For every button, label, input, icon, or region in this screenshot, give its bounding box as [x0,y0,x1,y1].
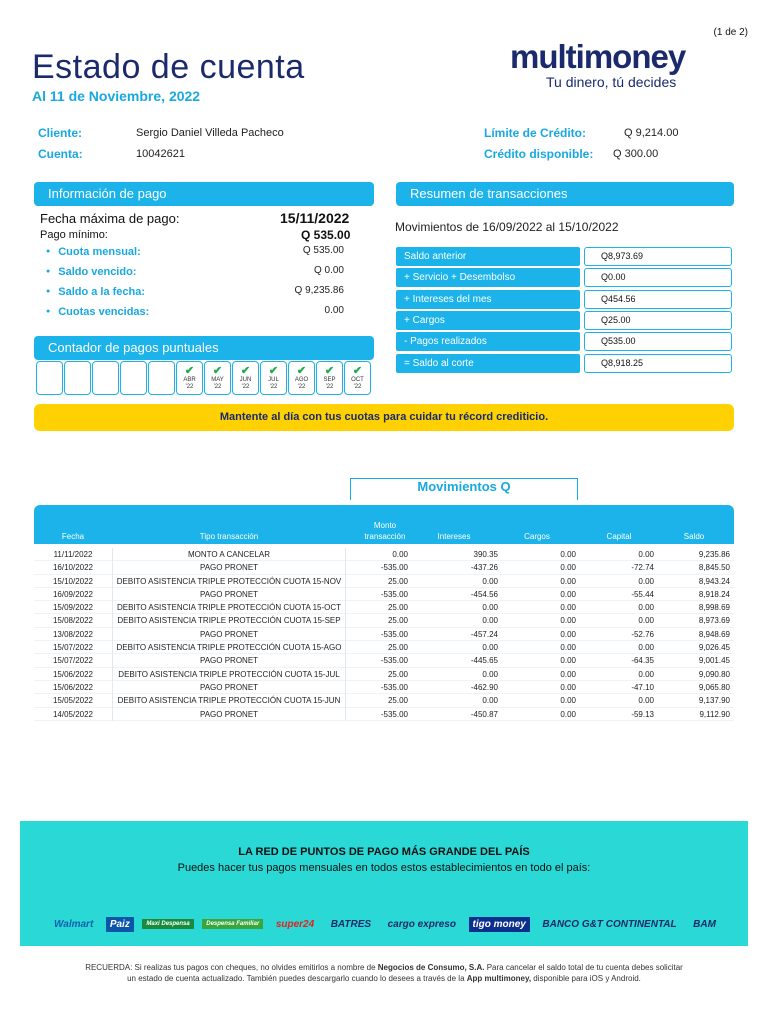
payment-item-value: Q 535.00 [302,245,344,256]
cuenta-value: 10042621 [136,148,185,160]
row-amount: 25.00 [387,576,408,586]
row-amount: 0.00 [560,589,576,599]
row-amount: 0.00 [560,616,576,626]
table-row [34,681,734,694]
counter-month-year: '22 [185,384,194,390]
row-amount: -535.00 [380,589,408,599]
counter-month-label: JUN [239,377,252,383]
row-amount: 9,235.86 [698,550,730,559]
row-amount: 0.00 [560,696,576,706]
summary-row-value: Q25.00 [584,311,732,330]
row-amount: 25.00 [387,603,408,613]
counter-month-label: SEP [323,377,336,383]
payment-item-value: 0.00 [324,305,344,316]
row-amount: 0.00 [482,643,498,653]
brand-logo: Maxi Despensa [142,919,193,929]
row-amount: 8,948.69 [698,629,730,639]
table-row [34,708,734,721]
row-date: 15/05/2022 [52,696,94,706]
row-amount: 8,998.69 [698,603,730,613]
row-amount: 0.00 [638,603,654,613]
row-type: PAGO PRONET [112,708,346,721]
note-bold-company: Negocios de Consumo, S.A. [377,963,485,972]
counter-month-year: '22 [297,384,306,390]
footer-note [80,962,688,984]
row-amount: 25.00 [387,669,408,679]
movements-title: Movimientos Q [350,478,578,500]
summary-row-value: Q454.56 [584,290,732,309]
row-amount: 0.00 [482,603,498,613]
payment-item-value: Q 9,235.86 [294,285,344,296]
row-amount: 0.00 [392,550,408,559]
row-date: 13/08/2022 [52,629,94,639]
row-amount: 8,918.24 [698,589,730,599]
footer-title: LA RED DE PUNTOS DE PAGO MÁS GRANDE DEL PAÍS [238,846,530,858]
row-type: PAGO PRONET [112,628,346,641]
counter-empty-slot [92,361,119,395]
counter-month-label: MAY [211,377,224,383]
movements-table [34,548,734,721]
row-amount: 0.00 [560,576,576,586]
limite-value: Q 9,214.00 [624,127,679,139]
counter-empty-slot [36,361,63,395]
disponible-label: Crédito disponible: [484,147,594,161]
row-type: DEBITO ASISTENCIA TRIPLE PROTECCIÓN CUOTA 15-NOV [112,575,346,588]
row-amount: 9,065.80 [698,682,730,692]
row-type: DEBITO ASISTENCIA TRIPLE PROTECCIÓN CUOTA 15-SEP [112,614,346,627]
counter-month-year: '22 [325,384,334,390]
note-text-1: RECUERDA: Si realizas tus pagos con cheques, no olvides emitirlos a nombre de [85,963,378,972]
table-row [34,641,734,654]
row-date: 15/07/2022 [52,656,94,666]
summary-row-label: Saldo anterior [396,247,580,266]
row-amount: 390.35 [473,550,498,559]
brand-logo: BANCO G&T CONTINENTAL [542,918,677,930]
summary-period: Movimientos de 16/09/2022 al 15/10/2022 [395,220,619,234]
row-amount: -535.00 [380,629,408,639]
counter-month-year: '22 [353,384,362,390]
fecha-maxima-label: Fecha máxima de pago: [40,211,180,226]
row-amount: 0.00 [482,576,498,586]
row-type: PAGO PRONET [112,588,346,601]
logo-wordmark: multimoney [510,38,686,75]
counter-header: Contador de pagos puntuales [34,336,374,360]
summary-row-label: = Saldo al corte [396,354,580,373]
row-amount: 0.00 [560,682,576,692]
check-icon: ✔ [296,365,307,377]
payment-item-label: ● Saldo a la fecha: [46,286,145,298]
counter-month-slot [316,361,343,395]
summary-row-label: + Cargos [396,311,580,330]
col-monto: Monto [373,521,397,530]
row-amount: 8,943.24 [698,576,730,586]
summary-row-value: Q535.00 [584,332,732,351]
row-type: MONTO A CANCELAR [112,548,346,561]
row-amount: -450.87 [470,709,498,719]
table-row [34,628,734,641]
row-amount: -72.74 [631,563,654,573]
col-fecha: Fecha [61,532,85,541]
row-amount: 0.00 [560,629,576,639]
page-title: Estado de cuenta [32,48,305,86]
brand-logo: Walmart [54,918,94,930]
row-amount: 0.00 [560,669,576,679]
cliente-label: Cliente: [38,126,83,140]
summary-header: Resumen de transacciones [396,182,734,206]
counter-month-slot [232,361,259,395]
row-amount: -55.44 [631,589,654,599]
check-icon: ✔ [324,365,335,377]
col-intereses: Intereses [437,532,471,541]
col-monto-2: transacción [364,532,406,541]
row-amount: 0.00 [560,603,576,613]
check-icon: ✔ [184,365,195,377]
row-type: DEBITO ASISTENCIA TRIPLE PROTECCIÓN CUOTA 15-AGO [112,641,346,654]
row-type: DEBITO ASISTENCIA TRIPLE PROTECCIÓN CUOTA 15-OCT [112,601,346,614]
footer-subtitle: Puedes hacer tus pagos mensuales en todos estos establecimientos en todo el país: [177,862,591,874]
row-date: 16/09/2022 [52,589,94,599]
counter-month-year: '22 [241,384,250,390]
statement-date: Al 11 de Noviembre, 2022 [32,88,201,104]
movements-table-header [34,505,734,544]
table-row [34,694,734,707]
row-amount: 9,137.90 [698,696,730,706]
counter-month-slot [288,361,315,395]
row-type: PAGO PRONET [112,561,346,574]
brand-logo: BAM [693,918,716,930]
row-amount: 8,973.69 [698,616,730,626]
row-amount: -535.00 [380,656,408,666]
counter-month-slot [260,361,287,395]
row-amount: 0.00 [560,709,576,719]
payment-info-header: Información de pago [34,182,374,206]
summary-row-label: - Pagos realizados [396,332,580,351]
disponible-value: Q 300.00 [613,148,659,160]
counter-month-label: AGO [294,377,309,383]
counter-month-slot [344,361,371,395]
logo-tagline: Tu dinero, tú decides [546,74,677,90]
row-amount: 0.00 [560,563,576,573]
table-row [34,614,734,627]
brand-logos [50,913,720,935]
row-amount: 25.00 [387,616,408,626]
counter-empty-slot [120,361,147,395]
row-amount: 9,026.45 [698,643,730,653]
row-amount: -52.76 [631,629,654,639]
table-row [34,575,734,588]
brand-logo: cargo expreso [387,918,456,930]
row-date: 15/10/2022 [52,576,94,586]
summary-row-label: + Servicio + Desembolso [396,268,580,287]
table-row [34,588,734,601]
counter-month-label: ABR [183,377,196,383]
row-amount: -59.13 [631,709,654,719]
row-date: 15/06/2022 [52,682,94,692]
limite-label: Límite de Crédito: [484,126,587,140]
row-amount: 0.00 [638,616,654,626]
row-amount: 0.00 [638,550,654,559]
row-amount: 0.00 [638,643,654,653]
counter-month-year: '22 [269,384,278,390]
row-amount: 9,090.80 [698,669,730,679]
counter-month-slot [204,361,231,395]
fecha-maxima-value: 15/11/2022 [280,210,350,226]
row-amount: 0.00 [638,669,654,679]
row-amount: 25.00 [387,696,408,706]
check-icon: ✔ [268,365,279,377]
check-icon: ✔ [352,365,363,377]
summary-row-value: Q8,973.69 [584,247,732,266]
note-text-2: Para cancelar el saldo total de tu cuenta debes solicitar un estado de cuenta actualizado. También puedes descargarlo cuando lo desees a través de la [127,963,683,983]
counter-month-label: JUL [268,377,279,383]
row-amount: 0.00 [638,576,654,586]
summary-row-value: Q8,918.25 [584,354,732,373]
row-date: 15/07/2022 [52,643,94,653]
row-date: 15/09/2022 [52,603,94,613]
counter-empty-slot [148,361,175,395]
row-date: 11/11/2022 [53,550,93,559]
pago-minimo-value: Q 535.00 [301,228,351,242]
multimoney-logo [510,38,735,90]
brand-logo: Paiz [106,917,134,932]
payment-item-label: ● Saldo vencido: [46,266,136,278]
payment-item-label: ● Cuotas vencidas: [46,306,149,318]
row-date: 15/08/2022 [52,616,94,626]
payment-item-label: ● Cuota mensual: [46,246,141,258]
row-amount: -535.00 [380,709,408,719]
counter-month-label: OCT [351,377,364,383]
row-amount: -64.35 [631,656,654,666]
table-row [34,601,734,614]
brand-logo: tigo money [469,917,530,932]
col-tipo: Tipo transacción [199,532,259,541]
row-amount: -454.56 [470,589,498,599]
row-amount: -462.90 [470,682,498,692]
row-amount: -535.00 [380,682,408,692]
row-amount: 0.00 [482,669,498,679]
check-icon: ✔ [240,365,251,377]
row-type: PAGO PRONET [112,681,346,694]
row-amount: -457.24 [470,629,498,639]
row-amount: 25.00 [387,643,408,653]
counter-empty-slot [64,361,91,395]
summary-row-value: Q0.00 [584,268,732,287]
row-date: 14/05/2022 [52,709,94,719]
brand-logo: Despensa Familiar [202,919,263,929]
row-type: DEBITO ASISTENCIA TRIPLE PROTECCIÓN CUOTA 15-JUL [112,668,346,681]
col-cargos: Cargos [524,532,550,541]
row-amount: -437.26 [470,563,498,573]
row-amount: 0.00 [482,616,498,626]
row-amount: -535.00 [380,563,408,573]
page-number: (1 de 2) [713,27,748,38]
counter-month-year: '22 [213,384,222,390]
cliente-value: Sergio Daniel Villeda Pacheco [136,127,284,139]
row-amount: 0.00 [560,656,576,666]
col-capital: Capital [606,532,632,541]
table-row [34,654,734,667]
row-amount: 0.00 [560,550,576,559]
row-type: DEBITO ASISTENCIA TRIPLE PROTECCIÓN CUOTA 15-JUN [112,694,346,707]
row-amount: 9,112.90 [699,709,730,719]
col-saldo: Saldo [683,532,705,541]
row-amount: 0.00 [560,643,576,653]
row-type: PAGO PRONET [112,654,346,667]
cuenta-label: Cuenta: [38,147,83,161]
pago-minimo-label: Pago mínimo: [40,229,108,241]
counter-month-slot [176,361,203,395]
row-amount: 0.00 [638,696,654,706]
note-bold-app: App multimoney, [466,974,532,983]
payment-network-footer [20,821,748,946]
table-row [34,561,734,574]
brand-logo: BATRES [330,918,372,930]
payment-item-value: Q 0.00 [313,265,344,276]
table-row [34,548,734,561]
row-amount: 0.00 [482,696,498,706]
row-date: 15/06/2022 [52,669,94,679]
table-row [34,668,734,681]
reminder-banner: Mantente al día con tus cuotas para cuidar tu récord crediticio. [34,404,734,431]
summary-row-label: + Intereses del mes [396,290,580,309]
row-amount: 8,845.50 [698,563,730,573]
brand-logo: super24 [275,918,315,930]
check-icon: ✔ [212,365,223,377]
note-text-3: disponible para iOS y Android. [531,974,641,983]
row-amount: 9,001.45 [698,656,730,666]
row-amount: -445.65 [470,656,498,666]
row-amount: -47.10 [631,682,654,692]
row-date: 16/10/2022 [52,563,94,573]
